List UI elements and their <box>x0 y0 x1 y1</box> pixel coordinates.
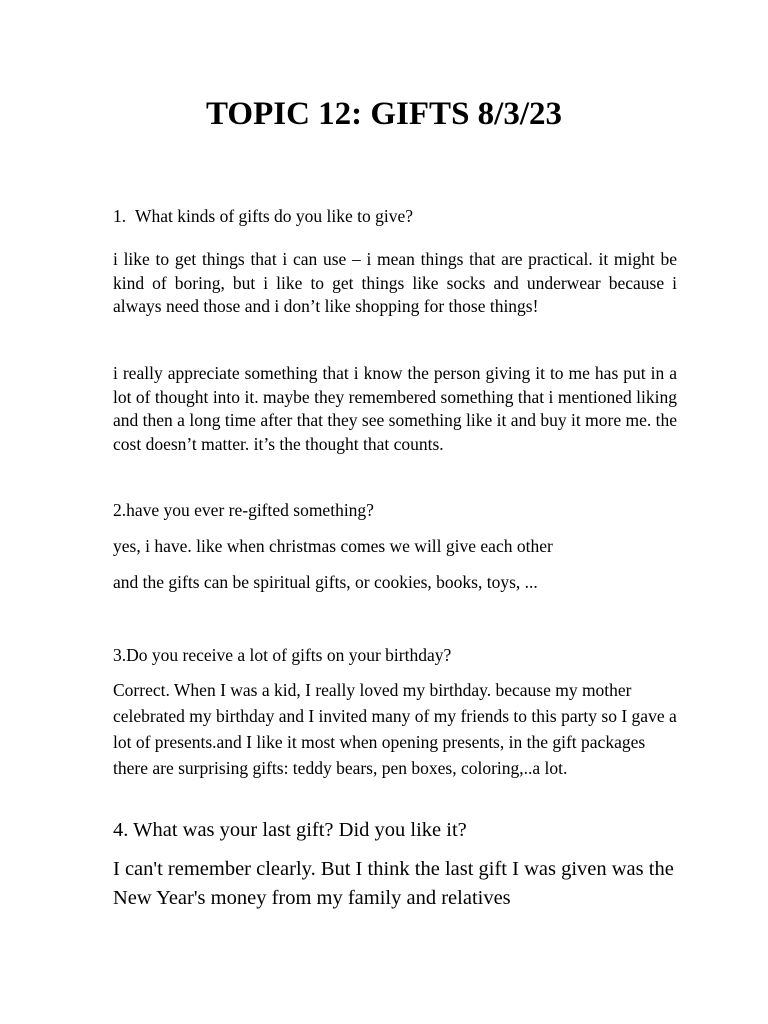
answer-2-line-2: and the gifts can be spiritual gifts, or cookies, books, toys, ... <box>113 572 538 592</box>
page-title: TOPIC 12: GIFTS 8/3/23 <box>205 96 563 132</box>
question-2: 2.have you ever re-gifted something? <box>113 500 374 520</box>
answer-1-paragraph-2: i really appreciate something that i know the person giving it to me has put in a lot of thought into it. maybe they remembered something that i mentioned liking and then a long time after that they see something like it and buy it more me. the cost doesn’t matter. it’s the thought that counts. <box>113 363 677 454</box>
answer-2-line-1: yes, i have. like when christmas comes we will give each other <box>113 536 553 556</box>
answer-3-paragraph: Correct. When I was a kid, I really loved my birthday. because my mother celebrated my birthday and I invited many of my friends to this party so I gave a lot of presents.and I like it most when opening presents, in the gift packages there are surprising gifts: teddy bears, pen boxes, coloring,..a lot. <box>113 680 677 778</box>
question-1-number: 1. <box>113 206 127 226</box>
answer-1-paragraph-1: i like to get things that i can use – i mean things that are practical. it might be kind of boring, but i like to get things like socks and underwear because i always need those and i don’t like shopping for those things! <box>113 249 677 316</box>
question-3: 3.Do you receive a lot of gifts on your birthday? <box>113 645 452 665</box>
question-1-text: What kinds of gifts do you like to give? <box>135 206 414 226</box>
answer-4-paragraph: I can't remember clearly. But I think the last gift I was given was the New Year's money from my family and relatives <box>113 858 674 909</box>
question-4: 4. What was your last gift? Did you like it? <box>113 819 467 841</box>
question-1 <box>113 204 677 228</box>
